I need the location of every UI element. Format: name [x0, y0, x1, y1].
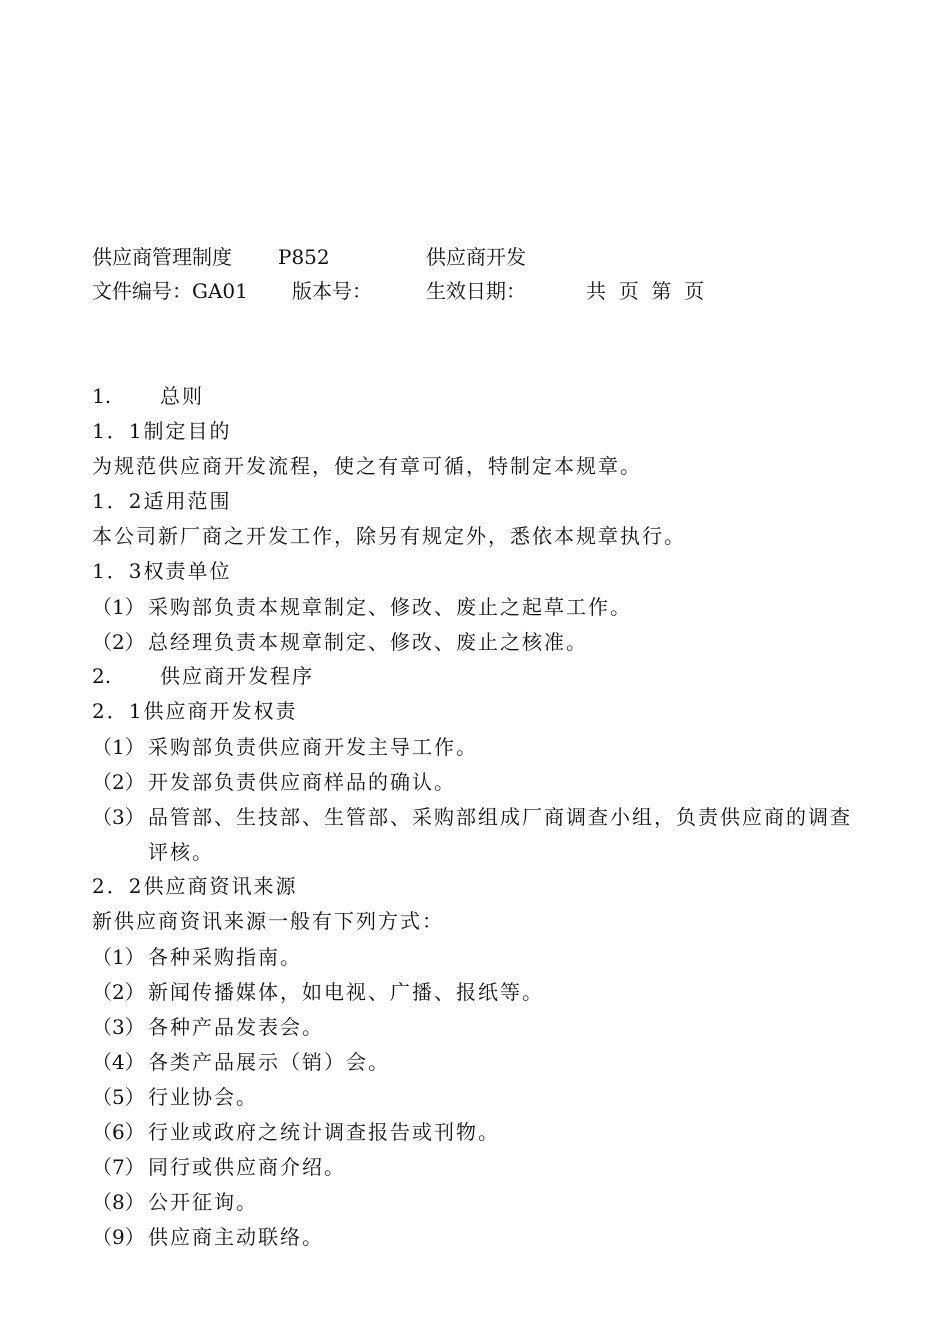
section-heading-1 — [92, 380, 872, 415]
list-marker: （3） — [92, 805, 145, 829]
subsection-heading: 2．1供应商开发权责 — [92, 699, 298, 723]
header-row-title — [92, 242, 872, 276]
list-item — [92, 1150, 872, 1185]
section-title: 总则 — [160, 384, 204, 408]
list-item — [92, 1010, 872, 1045]
section-title: 供应商开发程序 — [160, 664, 314, 688]
list-marker: （2） — [92, 980, 145, 1004]
subsection-heading: 2．2供应商资讯来源 — [92, 874, 298, 898]
list-item — [92, 730, 872, 765]
list-marker: （1） — [92, 595, 145, 619]
list-marker: （5） — [92, 1085, 145, 1109]
list-text: 总经理负责本规章制定、修改、废止之核准。 — [148, 630, 588, 654]
paragraph: 为规范供应商开发流程，使之有章可循，特制定本规章。 — [92, 454, 642, 478]
subsection-heading: 1．1制定目的 — [92, 419, 232, 443]
list-marker: （1） — [92, 945, 145, 969]
subsection-heading: 1．3权责单位 — [92, 559, 232, 583]
paragraph: 本公司新厂商之开发工作，除另有规定外，悉依本规章执行。 — [92, 524, 686, 548]
doc-code: P852 — [278, 245, 330, 269]
doc-title: 供应商管理制度 — [92, 245, 232, 269]
list-item — [92, 625, 872, 660]
list-marker: （2） — [92, 770, 145, 794]
list-marker: （7） — [92, 1155, 145, 1179]
list-text: 采购部负责供应商开发主导工作。 — [148, 735, 478, 759]
subsection-heading: 1．2适用范围 — [92, 489, 232, 513]
list-text: 行业或政府之统计调查报告或刊物。 — [148, 1120, 500, 1144]
effective-date-label: 生效日期： — [426, 279, 526, 303]
list-item — [92, 1115, 872, 1150]
list-text: 各种产品发表会。 — [148, 1015, 324, 1039]
list-item — [92, 800, 872, 870]
list-item — [92, 1185, 872, 1220]
list-text: 公开征询。 — [148, 1190, 258, 1214]
document-header — [92, 242, 872, 310]
section-number: 1. — [92, 384, 112, 408]
page-count: 共 页 第 页 — [586, 279, 705, 303]
list-item — [92, 590, 872, 625]
header-row-meta — [92, 276, 872, 310]
doc-subject: 供应商开发 — [426, 245, 526, 269]
list-item — [92, 1045, 872, 1080]
paragraph: 新供应商资讯来源一般有下列方式： — [92, 909, 444, 933]
list-text: 品管部、生技部、生管部、采购部组成厂商调查小组，负责供应商的调查评核。 — [148, 805, 852, 864]
list-marker: （9） — [92, 1225, 145, 1249]
section-number: 2. — [92, 664, 112, 688]
list-item — [92, 975, 872, 1010]
list-marker: （2） — [92, 630, 145, 654]
list-item — [92, 765, 872, 800]
version-label: 版本号： — [292, 279, 372, 303]
list-marker: （4） — [92, 1050, 145, 1074]
list-item — [92, 940, 872, 975]
list-marker: （3） — [92, 1015, 145, 1039]
list-text: 各类产品展示（销）会。 — [148, 1050, 390, 1074]
document-body — [92, 380, 872, 1255]
list-text: 采购部负责本规章制定、修改、废止之起草工作。 — [148, 595, 632, 619]
list-text: 行业协会。 — [148, 1085, 258, 1109]
list-text: 同行或供应商介绍。 — [148, 1155, 346, 1179]
file-number: 文件编号：GA01 — [92, 279, 248, 303]
list-item — [92, 1220, 872, 1255]
list-marker: （8） — [92, 1190, 145, 1214]
list-marker: （1） — [92, 735, 145, 759]
list-marker: （6） — [92, 1120, 145, 1144]
list-text: 新闻传播媒体，如电视、广播、报纸等。 — [148, 980, 544, 1004]
list-text: 开发部负责供应商样品的确认。 — [148, 770, 456, 794]
list-item — [92, 1080, 872, 1115]
section-heading-2 — [92, 660, 872, 695]
list-text: 供应商主动联络。 — [148, 1225, 324, 1249]
list-text: 各种采购指南。 — [148, 945, 302, 969]
